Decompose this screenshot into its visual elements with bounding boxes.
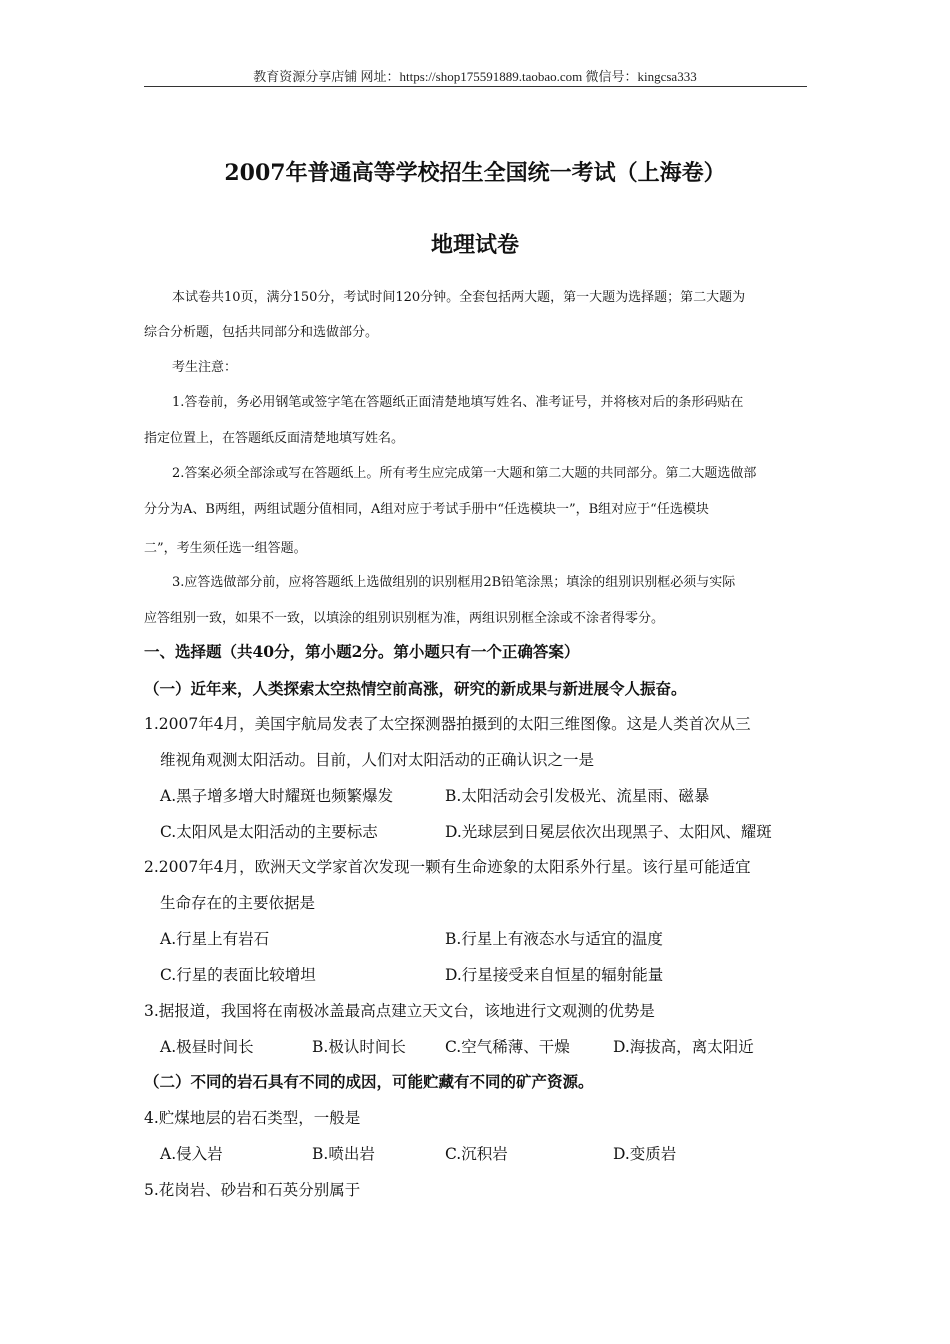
notice-heading: 考生注意： <box>172 360 238 375</box>
group-2-heading: （二）不同的岩石具有不同的成因，可能贮藏有不同的矿产资源。 <box>144 1072 594 1091</box>
header-divider <box>144 86 807 87</box>
section-1-heading: 一、选择题（共40分，第小题2分。第小题只有一个正确答案） <box>144 642 580 661</box>
question-2-line-2: 生命存在的主要依据是 <box>160 894 316 912</box>
group-1-heading: （一）近年来，人类探索太空热情空前高涨，研究的新成果与新进展令人振奋。 <box>144 679 687 698</box>
notice-1-line-2: 指定位置上，在答题纸反面清楚地填写姓名。 <box>144 431 405 446</box>
q4-option-c: C.沉积岩 <box>445 1145 508 1163</box>
intro-line-2: 综合分析题，包括共同部分和选做部分。 <box>144 325 379 340</box>
notice-3-line-1: 3.应答选做部分前，应将答题纸上选做组别的识别框用2B铅笔涂黑；填涂的组别识别框必须与实际 <box>172 575 736 590</box>
q3-option-d: D.海拔高，离太阳近 <box>613 1038 754 1056</box>
notice-2-line-2: 分分为A、B两组，两组试题分值相同，A组对应于考试手册中“任选模块一”，B组对应于“任选模块 <box>144 502 709 517</box>
q1-option-d: D.光球层到日冕层依次出现黑子、太阳风、耀斑 <box>445 823 772 841</box>
question-5-line-1: 5.花岗岩、砂岩和石英分别属于 <box>144 1181 361 1199</box>
notice-1-line-1: 1.答卷前，务必用钢笔或签字笔在答题纸正面清楚地填写姓名、准考证号，并将核对后的条形码贴在 <box>172 395 744 410</box>
intro-line-1: 本试卷共10页，满分150分，考试时间120分钟。全套包括两大题，第一大题为选择题；第二大题为 <box>172 290 746 305</box>
question-1-line-2: 维视角观测太阳活动。目前，人们对太阳活动的正确认识之一是 <box>160 751 595 769</box>
q4-option-d: D.变质岩 <box>613 1145 677 1163</box>
q1-option-c: C.太阳风是太阳活动的主要标志 <box>160 823 378 841</box>
q1-option-b: B.太阳活动会引发极光、流星雨、磁暴 <box>445 787 710 805</box>
question-1-line-1: 1.2007年4月，美国宇航局发表了太空探测器拍摄到的太阳三维图像。这是人类首次从三 <box>144 715 751 733</box>
q4-option-a: A.侵入岩 <box>160 1145 223 1163</box>
q3-option-c: C.空气稀薄、干燥 <box>445 1038 570 1056</box>
q2-option-b: B.行星上有液态水与适宜的温度 <box>445 930 663 948</box>
question-2-line-1: 2.2007年4月，欧洲天文学家首次发现一颗有生命迹象的太阳系外行星。该行星可能适宜 <box>144 858 751 876</box>
question-3-line-1: 3.据报道，我国将在南极冰盖最高点建立天文台，该地进行文观测的优势是 <box>144 1002 655 1020</box>
page-header: 教育资源分享店铺 网址：https://shop175591889.taobao.com 微信号：kingcsa333 <box>253 69 697 84</box>
q2-option-a: A.行星上有岩石 <box>160 930 270 948</box>
exam-title: 2007年普通高等学校招生全国统一考试（上海卷） <box>224 160 726 186</box>
q3-option-b: B.极认时间长 <box>312 1038 406 1056</box>
q4-option-b: B.喷出岩 <box>312 1145 375 1163</box>
exam-subtitle: 地理试卷 <box>430 232 519 258</box>
notice-2-line-3: 二”，考生须任选一组答题。 <box>144 541 307 556</box>
notice-2-line-1: 2.答案必须全部涂或写在答题纸上。所有考生应完成第一大题和第二大题的共同部分。第二大题选做部 <box>172 466 757 481</box>
notice-3-line-2: 应答组别一致，如果不一致，以填涂的组别识别框为准，两组识别框全涂或不涂者得零分。 <box>144 611 665 626</box>
q1-option-a: A.黑子增多增大时耀斑也频繁爆发 <box>160 787 394 805</box>
q3-option-a: A.极昼时间长 <box>160 1038 254 1056</box>
q2-option-d: D.行星接受来自恒星的辐射能量 <box>445 966 664 984</box>
q2-option-c: C.行星的表面比较增坦 <box>160 966 316 984</box>
question-4-line-1: 4.贮煤地层的岩石类型，一般是 <box>144 1109 361 1127</box>
